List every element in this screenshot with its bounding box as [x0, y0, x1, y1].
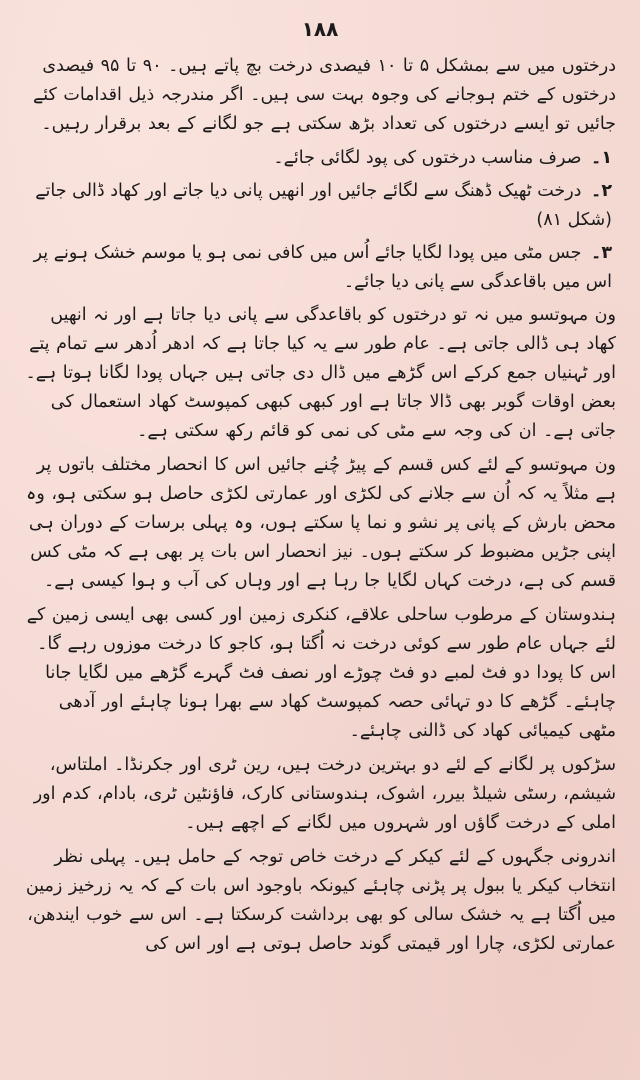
- list-item: [24, 239, 616, 297]
- page-number: ۱۸۸: [301, 17, 339, 41]
- paragraph-acacia: اندرونی جگہوں کے لئے کیکر کے درخت خاص توجہ کے حامل ہیں۔ پہلی نظر انتخاب کیکر یا ببول پر پڑنی چاہئے کیونکہ باوجود اس بات کے کہ یہ زرخیز زمین میں اُگتا ہے یہ خشک سالی کو بھی برداشت کرسکتا ہے۔ اس سے خوب ایندھن، عمارتی لکڑی، چارا اور قیمتی گوند حاصل ہوتی ہے اور اس کی: [25, 847, 616, 954]
- page-body: [24, 52, 616, 959]
- list-item-text: صرف مناسب درختوں کی پود لگائی جائے۔: [273, 148, 582, 168]
- list-item: [24, 177, 616, 235]
- list-item-number: ۱۔: [591, 148, 612, 168]
- list-item: [24, 144, 616, 173]
- list-item-number: ۲۔: [591, 181, 612, 201]
- paragraph-roadside-trees: سڑکوں پر لگانے کے لئے دو بہترین درخت ہیں، رین ٹری اور جکرنڈا۔ املتاس، شیشم، رسٹی شیلڈ بیرر، اشوک، ہندوستانی کارک، فاؤنٹین ٹری، بادام، کدم اور املی کے درخت گاؤں اور شہروں میں لگانے کے اچھے ہیں۔: [33, 755, 616, 833]
- list-item-number: ۳۔: [591, 243, 612, 263]
- intro-paragraph: درختوں میں سے بمشکل ۵ تا ۱۰ فیصدی درخت بچ پاتے ہیں۔ ۹۰ تا ۹۵ فیصدی درختوں کے ختم ہوجانے کی وجوہ بہت سی ہیں۔ اگر مندرجہ ذیل اقدامات کئے جائیں تو ایسے درختوں کی تعداد بڑھ سکتی ہے جو لگانے کے بعد برقرار رہیں۔: [32, 56, 616, 134]
- paragraph-watering: ون مہوتسو میں نہ تو درختوں کو باقاعدگی سے پانی دیا جاتا ہے اور نہ انھیں کھاد ہی ڈالی جاتی ہے۔ عام طور سے یہ کیا جاتا ہے کہ ادھر اُدھر سے تمام پتے اور ٹہنیاں جمع کرکے اس گڑھے میں ڈال دی جاتی ہیں جہاں پودا لگانا ہوتا ہے۔ بعض اوقات گوبر بھی ڈالا جاتا ہے اور کبھی کبھی کمپوسٹ کھاد استعمال کی جاتی ہے۔ ان کی وجہ سے مٹی کی نمی کو قائم رکھ سکتی ہے۔: [25, 305, 616, 441]
- paragraph-tree-selection: ون مہوتسو کے لئے کس قسم کے پیڑ چُنے جائیں اس کا انحصار مختلف باتوں پر ہے مثلاً یہ کہ اُن سے جلانے کی لکڑی اور عمارتی لکڑی حاصل ہو سکتی ہو، وہ محض بارش کے پانی پر نشو و نما پا سکتے ہوں، وہ پہلی برسات کے دوران ہی اپنی جڑیں مضبوط کر سکتے ہوں۔ نیز انحصار اس بات پر بھی ہے کہ مٹی کس قسم کی ہے، درخت کہاں لگایا جا رہا ہے اور وہاں کی آب و ہوا کیسی ہے۔: [26, 455, 616, 591]
- paragraph-cashew: ہندوستان کے مرطوب ساحلی علاقے، کنکری زمین اور کسی بھی ایسی زمین کے لئے جہاں عام طور سے کوئی درخت نہ اُگتا ہو، کاجو کا درخت موزوں رہے گا۔ اس کا پودا دو فٹ لمبے دو فٹ چوڑے اور نصف فٹ گہرے گڑھے میں لگایا جانا چاہئے۔ گڑھے کا دو تہائی حصہ کمپوسٹ کھاد سے بھرا ہونا چاہئے اور آدھی مٹھی کیمیائی کھاد کی ڈالنی چاہئے۔: [26, 605, 616, 741]
- list-item-text: جس مٹی میں پودا لگایا جائے اُس میں کافی نمی ہو یا موسم خشک ہونے پر اس میں باقاعدگی سے پانی دیا جائے۔: [33, 243, 612, 292]
- list-item-text: درخت ٹھیک ڈھنگ سے لگائے جائیں اور انھیں پانی دیا جاتے اور کھاد ڈالی جاتے (شکل ۸۱): [35, 181, 612, 230]
